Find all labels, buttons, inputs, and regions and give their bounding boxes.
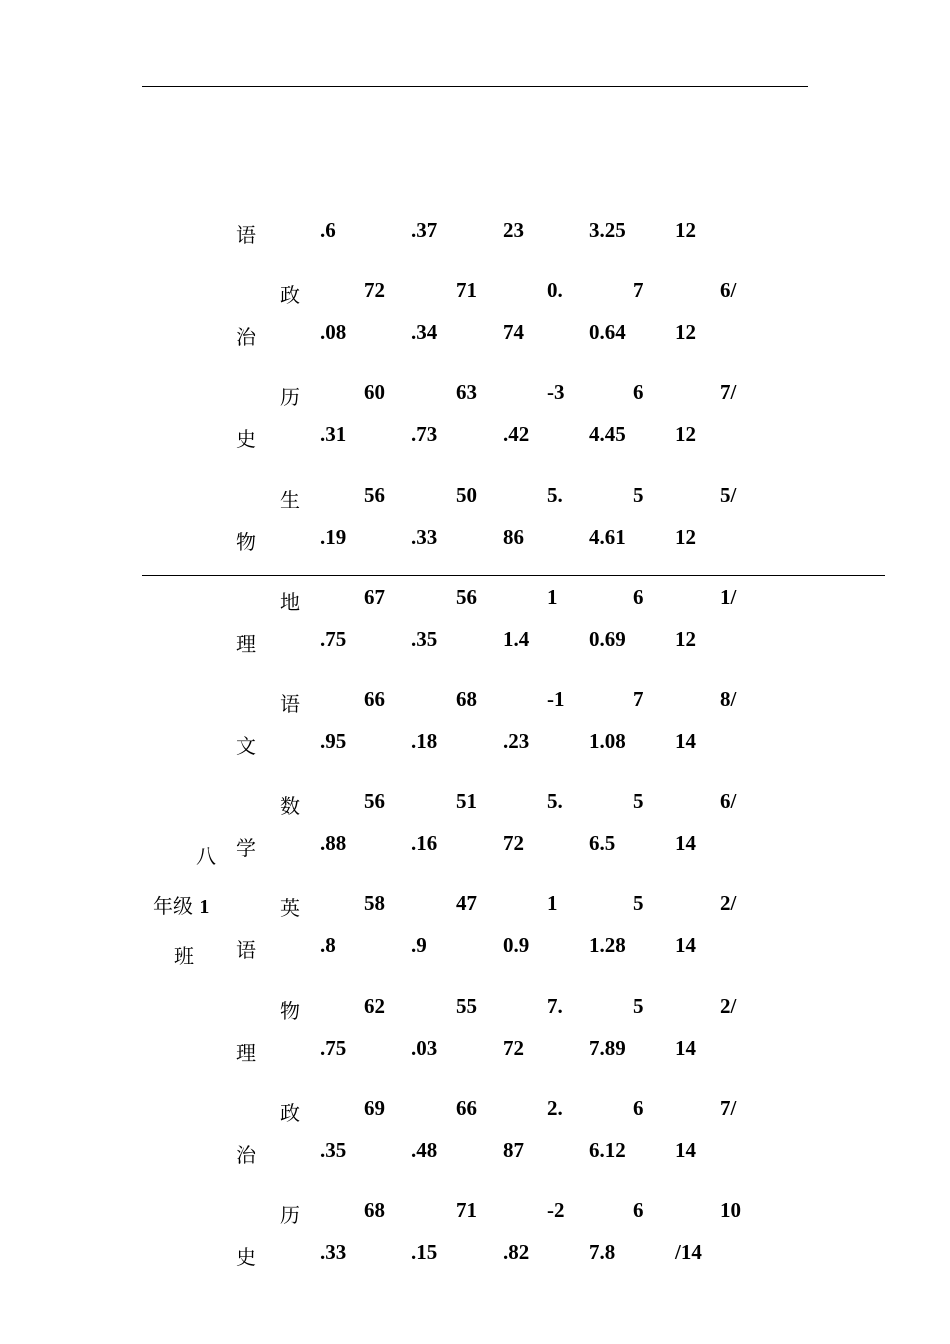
subject-char: 理 bbox=[236, 631, 256, 656]
score-cell: 66 bbox=[456, 1095, 477, 1120]
score-cell: 10 bbox=[720, 1198, 741, 1222]
subject-char: 数 bbox=[280, 794, 300, 819]
score-cell: 5 bbox=[633, 789, 644, 814]
subject-char: 英 bbox=[280, 896, 300, 921]
score-cell: .95 bbox=[320, 729, 347, 753]
score-cell: .33 bbox=[320, 1240, 347, 1264]
score-cell: .15 bbox=[411, 1240, 438, 1264]
score-cell: 3.25 bbox=[589, 218, 626, 242]
score-cell: 56 bbox=[456, 584, 477, 609]
score-cell: 2/ bbox=[720, 993, 737, 1018]
score-cell: 68 bbox=[456, 687, 477, 711]
score-cell: 51 bbox=[456, 789, 477, 814]
subject-char: 历 bbox=[280, 1203, 300, 1227]
score-cell: 7.89 bbox=[589, 1035, 626, 1060]
score-cell: 6/ bbox=[720, 278, 737, 303]
score-cell: 7. bbox=[547, 993, 563, 1018]
subject-char: 理 bbox=[236, 1040, 256, 1065]
score-cell: .35 bbox=[411, 626, 438, 651]
score-cell: .31 bbox=[320, 422, 347, 447]
score-cell: 12 bbox=[675, 218, 696, 242]
subject-char: 治 bbox=[236, 325, 256, 350]
score-cell: .75 bbox=[320, 626, 347, 651]
score-cell: 6.12 bbox=[589, 1137, 626, 1162]
score-cell: 4.61 bbox=[589, 524, 626, 549]
score-cell: 5 bbox=[633, 891, 644, 916]
score-cell: .37 bbox=[411, 218, 438, 242]
score-cell: 6/ bbox=[720, 789, 737, 814]
section-divider bbox=[142, 575, 885, 576]
score-cell: 68 bbox=[364, 1198, 385, 1222]
subject-char: 语 bbox=[280, 692, 300, 716]
score-cell: 87 bbox=[503, 1137, 524, 1162]
score-cell: 55 bbox=[456, 993, 477, 1018]
score-cell: 5 bbox=[633, 993, 644, 1018]
score-cell: 67 bbox=[364, 584, 385, 609]
subject-char: 史 bbox=[236, 427, 256, 452]
score-cell: 4.45 bbox=[589, 422, 626, 447]
score-cell: 23 bbox=[503, 218, 524, 242]
subject-char: 学 bbox=[236, 836, 256, 861]
score-cell: .9 bbox=[411, 933, 427, 958]
score-cell: 6.5 bbox=[589, 831, 616, 856]
score-cell: 56 bbox=[364, 482, 385, 507]
subject-char: 史 bbox=[236, 1245, 256, 1269]
score-cell: /14 bbox=[675, 1240, 702, 1264]
score-cell: 7/ bbox=[720, 380, 737, 405]
score-cell: 7 bbox=[633, 687, 644, 711]
score-cell: 1/ bbox=[720, 584, 737, 609]
score-cell: .03 bbox=[411, 1035, 438, 1060]
class-label-line2 bbox=[153, 896, 209, 917]
score-cell: 14 bbox=[675, 729, 696, 753]
score-cell: 6 bbox=[633, 380, 644, 405]
score-cell: .42 bbox=[503, 422, 530, 447]
score-cell: 0. bbox=[547, 278, 563, 303]
score-cell: 5 bbox=[633, 482, 644, 507]
score-cell: 14 bbox=[675, 1035, 696, 1060]
subject-char: 物 bbox=[280, 998, 300, 1023]
score-cell: .88 bbox=[320, 831, 347, 856]
score-cell: 12 bbox=[675, 524, 696, 549]
score-cell: .73 bbox=[411, 422, 438, 447]
score-cell: 5/ bbox=[720, 482, 737, 507]
class-label-line1: 八 bbox=[196, 844, 216, 868]
score-cell: 7.8 bbox=[589, 1240, 616, 1264]
subject-char: 物 bbox=[236, 529, 256, 554]
score-cell: 74 bbox=[503, 320, 524, 345]
score-cell: .08 bbox=[320, 320, 347, 345]
score-cell: -1 bbox=[547, 687, 565, 711]
score-cell: 12 bbox=[675, 626, 696, 651]
score-cell: .6 bbox=[320, 218, 336, 242]
score-cell: .23 bbox=[503, 729, 530, 753]
score-cell: .33 bbox=[411, 524, 438, 549]
score-cell: 66 bbox=[364, 687, 385, 711]
subject-char: 历 bbox=[280, 385, 300, 410]
score-cell: 1.08 bbox=[589, 729, 626, 753]
subject-char: 政 bbox=[280, 283, 300, 308]
subject-char: 生 bbox=[280, 487, 300, 512]
score-cell: 6 bbox=[633, 584, 644, 609]
score-cell: 7 bbox=[633, 278, 644, 303]
score-cell: 1 bbox=[547, 891, 558, 916]
score-cell: 14 bbox=[675, 1137, 696, 1162]
score-cell: 6 bbox=[633, 1198, 644, 1222]
score-cell: .16 bbox=[411, 831, 438, 856]
top-rule bbox=[142, 86, 808, 87]
score-cell: .82 bbox=[503, 1240, 530, 1264]
score-cell: -3 bbox=[547, 380, 565, 405]
score-cell: 2/ bbox=[720, 891, 737, 916]
score-cell: 86 bbox=[503, 524, 524, 549]
score-cell: 5. bbox=[547, 789, 563, 814]
score-cell: 50 bbox=[456, 482, 477, 507]
score-cell: .48 bbox=[411, 1137, 438, 1162]
subject-char: 语 bbox=[236, 938, 256, 963]
score-cell: 0.9 bbox=[503, 933, 530, 958]
score-cell: 14 bbox=[675, 831, 696, 856]
score-cell: 71 bbox=[456, 278, 477, 303]
score-cell: 1.4 bbox=[503, 626, 530, 651]
score-cell: .8 bbox=[320, 933, 336, 958]
class-label-line3: 班 bbox=[174, 944, 194, 968]
score-cell: -2 bbox=[547, 1198, 565, 1222]
score-cell: 2. bbox=[547, 1095, 563, 1120]
score-cell: .18 bbox=[411, 729, 438, 753]
subject-char: 政 bbox=[280, 1100, 300, 1125]
score-cell: 12 bbox=[675, 422, 696, 447]
score-cell: 69 bbox=[364, 1095, 385, 1120]
score-cell: 56 bbox=[364, 789, 385, 814]
score-cell: 1.28 bbox=[589, 933, 626, 958]
subject-char: 语 bbox=[236, 223, 256, 247]
score-cell: 12 bbox=[675, 320, 696, 345]
score-cell: 72 bbox=[503, 831, 524, 856]
score-cell: 1 bbox=[547, 584, 558, 609]
score-cell: 60 bbox=[364, 380, 385, 405]
score-cell: 72 bbox=[364, 278, 385, 303]
subject-char: 地 bbox=[280, 589, 300, 614]
score-cell: 8/ bbox=[720, 687, 737, 711]
class-label-number: 1 bbox=[199, 896, 210, 918]
score-cell: 14 bbox=[675, 933, 696, 958]
score-cell: 71 bbox=[456, 1198, 477, 1222]
score-cell: 0.69 bbox=[589, 626, 626, 651]
score-cell: 63 bbox=[456, 380, 477, 405]
score-cell: 6 bbox=[633, 1095, 644, 1120]
score-cell: 7/ bbox=[720, 1095, 737, 1120]
class-label-grade: 年级 bbox=[153, 894, 193, 918]
subject-char: 治 bbox=[236, 1142, 256, 1167]
score-cell: .19 bbox=[320, 524, 347, 549]
score-cell: 58 bbox=[364, 891, 385, 916]
subject-char: 文 bbox=[236, 734, 256, 758]
score-cell: 47 bbox=[456, 891, 477, 916]
score-cell: .35 bbox=[320, 1137, 347, 1162]
score-cell: 5. bbox=[547, 482, 563, 507]
score-cell: 72 bbox=[503, 1035, 524, 1060]
score-cell: 62 bbox=[364, 993, 385, 1018]
score-cell: 0.64 bbox=[589, 320, 626, 345]
score-cell: .75 bbox=[320, 1035, 347, 1060]
score-cell: .34 bbox=[411, 320, 438, 345]
